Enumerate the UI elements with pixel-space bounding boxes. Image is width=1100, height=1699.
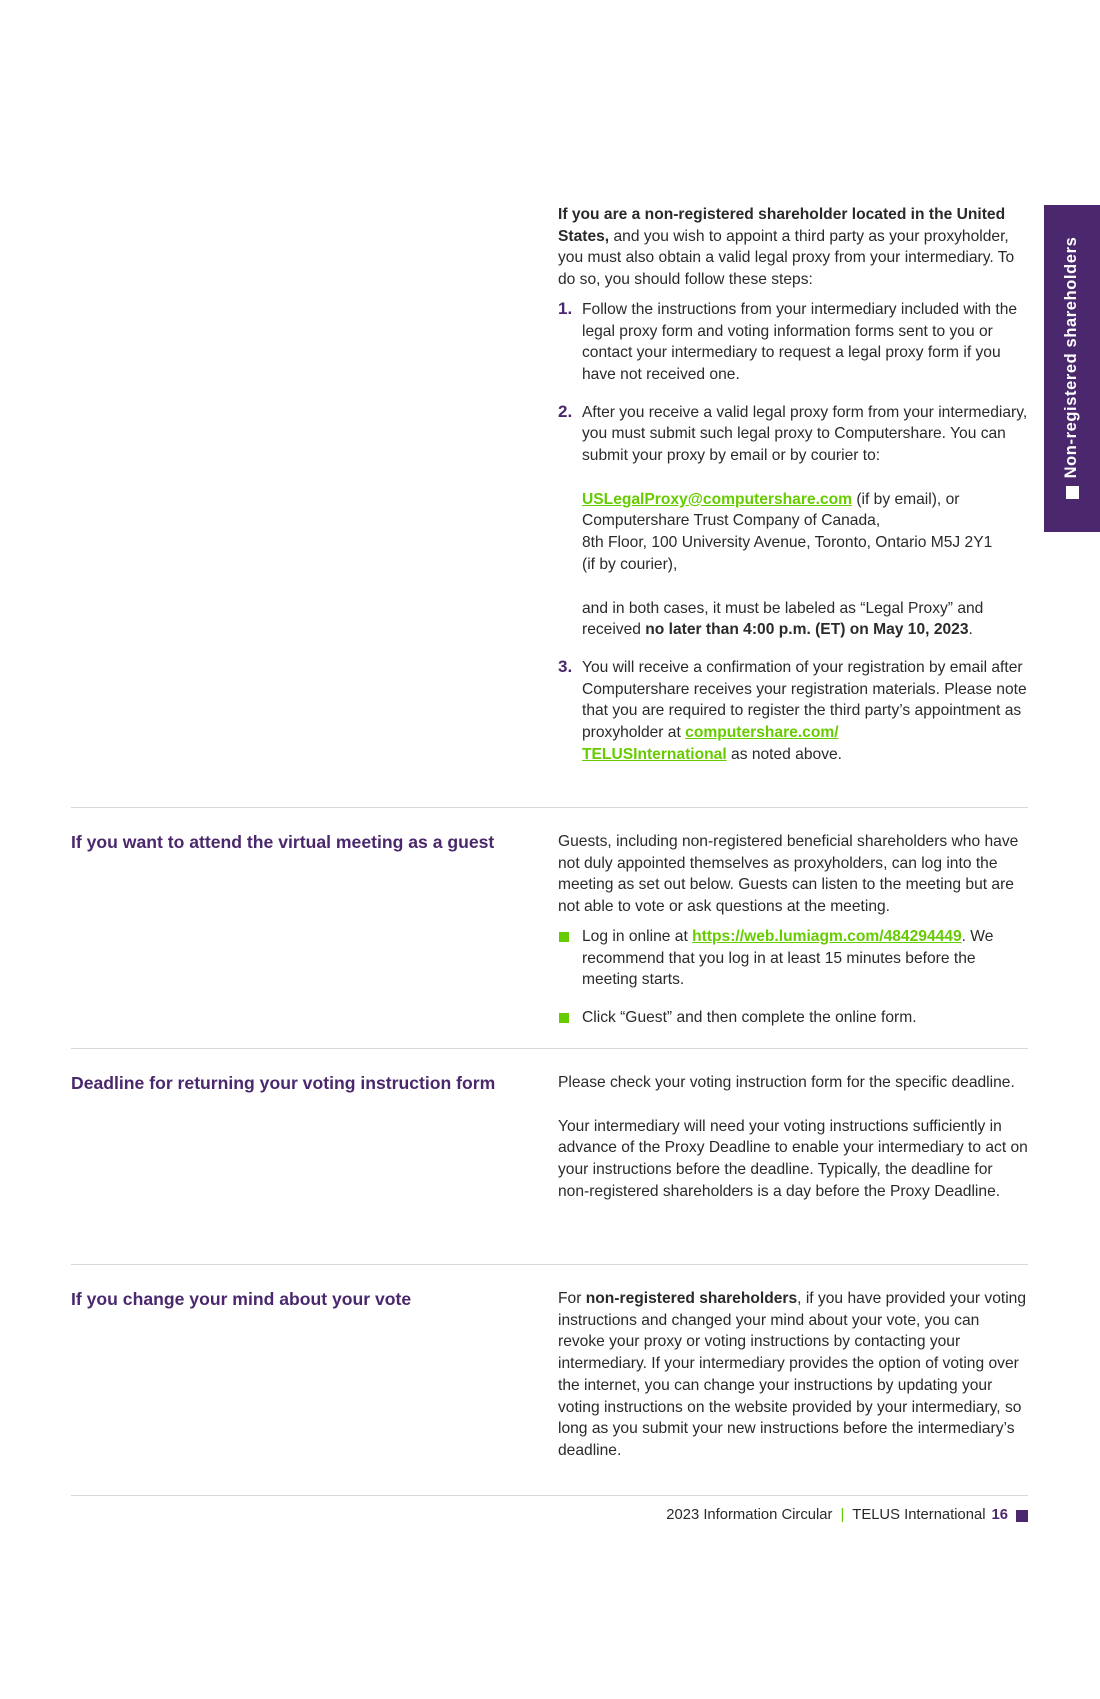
guest-section xyxy=(558,831,1028,1029)
footer-square-icon xyxy=(1016,1510,1028,1522)
change-text: , if you have provided your voting instructions and changed your mind about your vote, you can revoke your proxy or voting instructions by contacting your intermediary. If your intermediary provides the option of voting over the internet, you can change your instructions by updating your voting instructions on the website provided by your intermediary, so long as you submit your new instructions before the intermediary’s deadline. xyxy=(558,1290,1027,1459)
us-section xyxy=(558,204,1028,765)
footer-separator: | xyxy=(840,1507,845,1523)
bullet-text: Log in online at xyxy=(582,927,693,945)
list-item xyxy=(558,299,1028,386)
divider xyxy=(71,1264,1028,1265)
bullet-text: Click “Guest” and then complete the online form. xyxy=(582,1008,917,1026)
footer-doc-title: 2023 Information Circular xyxy=(666,1507,833,1523)
deadline-section xyxy=(558,1072,1028,1203)
tab-square-icon xyxy=(1066,486,1079,499)
list-item xyxy=(558,657,1028,766)
address-line: (if by courier), xyxy=(582,555,678,573)
page-number: 16 xyxy=(991,1507,1008,1523)
change-section xyxy=(558,1288,1028,1462)
us-steps xyxy=(558,299,1028,766)
list-item xyxy=(558,402,1028,641)
label-instructions xyxy=(582,598,1028,641)
label-text: and in both cases, it must be labeled as “Legal Proxy” and received xyxy=(582,599,984,639)
footer-company: TELUS International xyxy=(852,1507,986,1523)
bullet-square-icon xyxy=(559,1013,569,1023)
list-item xyxy=(558,926,1028,991)
change-para xyxy=(558,1288,1028,1462)
step-number: 1. xyxy=(558,298,573,318)
deadline-para: Please check your voting instruction form for the specific deadline. xyxy=(558,1074,1015,1091)
bullet-text: . We recommend that you log in at least 15 minutes before the meeting starts. xyxy=(582,927,994,989)
step-number: 2. xyxy=(558,401,573,421)
deadline-end: . xyxy=(968,621,973,639)
divider xyxy=(71,1048,1028,1049)
side-tab xyxy=(1044,205,1100,532)
change-heading: If you change your mind about your vote xyxy=(71,1289,412,1309)
deadline-para: Your intermediary will need your voting instructions sufficiently in advance of the Proxy Deadline to enable your intermediary to act on your instructions before the deadline. Typically, the deadline for non-registered shareholders is a day before the Proxy Deadline. xyxy=(558,1117,1028,1200)
us-intro-bold: If you are a non-registered shareholder located in the United States, xyxy=(558,206,1006,245)
deadline-heading: Deadline for returning your voting instruction form xyxy=(71,1073,496,1093)
link-part: TELUSInternational xyxy=(582,745,727,763)
contact-block xyxy=(582,489,1028,576)
step-text: Follow the instructions from your intermediary included with the legal proxy form and voting information forms sent to you or contact your intermediary to request a legal proxy form if you have not received one. xyxy=(582,300,1018,383)
address-line: 8th Floor, 100 University Avenue, Toronto, Ontario M5J 2Y1 xyxy=(582,534,993,552)
email-suffix: (if by email), or xyxy=(852,490,960,508)
guest-bullets xyxy=(558,926,1028,1029)
deadline-bold: no later than 4:00 p.m. (ET) on May 10, 2023 xyxy=(645,621,969,639)
step-text: You will receive a confirmation of your registration by email after Computershare receives your registration materials. Please note that you are required to register the third party’s appointment as proxyholder at xyxy=(582,658,1027,742)
email-link[interactable]: USLegalProxy@computershare.com xyxy=(582,490,852,508)
guest-intro: Guests, including non-registered beneficial shareholders who have not duly appointed themselves as proxyholders, can log into the meeting as set out below. Guests can listen to the meeting but are not able to vote or ask questions at the meeting. xyxy=(558,833,1019,916)
list-item xyxy=(558,1007,1028,1029)
step-text-after: as noted above. xyxy=(726,745,842,763)
bullet-square-icon xyxy=(559,932,569,942)
change-text-bold: non-registered shareholders xyxy=(585,1290,798,1307)
side-tab-label: Non-registered shareholders xyxy=(1062,236,1081,479)
divider xyxy=(71,807,1028,808)
lumi-link[interactable]: https://web.lumiagm.com/484294449 xyxy=(692,927,962,945)
page-footer xyxy=(666,1505,1028,1527)
guest-heading: If you want to attend the virtual meeting as a guest xyxy=(71,832,495,852)
us-intro-rest: and you wish to appoint a third party as your proxyholder, you must also obtain a valid legal proxy from your intermediary. To do so, you should follow these steps: xyxy=(558,227,1015,289)
step-text: After you receive a valid legal proxy form from your intermediary, you must submit such legal proxy to Computershare. You can submit your proxy by email or by courier to: xyxy=(582,403,1028,465)
address-line: Computershare Trust Company of Canada, xyxy=(582,512,881,530)
us-intro xyxy=(558,204,1028,291)
divider xyxy=(71,1495,1028,1496)
link-part: computershare.com/ xyxy=(685,724,839,742)
change-text: For xyxy=(558,1290,586,1307)
step-number: 3. xyxy=(558,656,573,676)
